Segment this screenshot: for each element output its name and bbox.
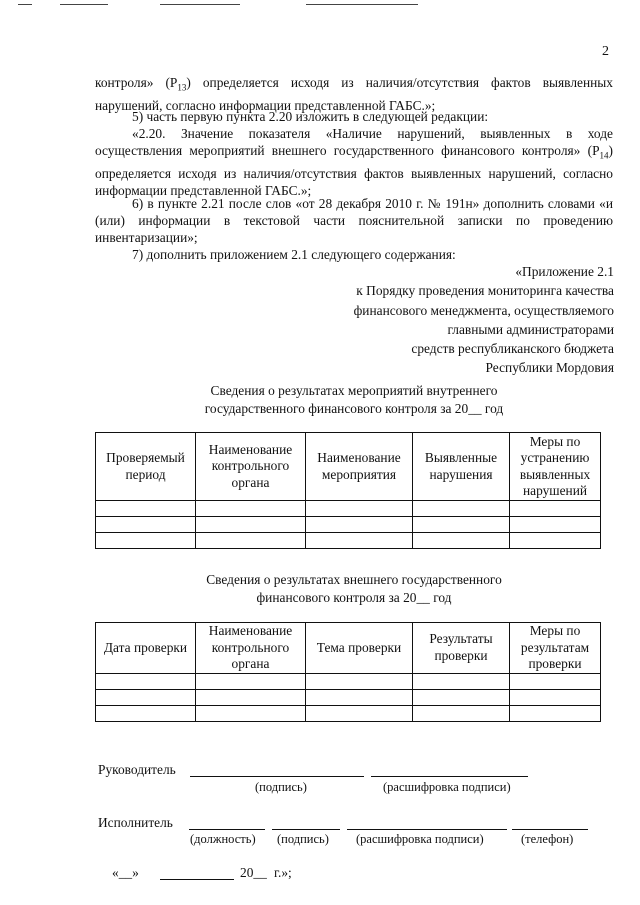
page-number: 2 — [602, 44, 609, 59]
table2-header: Дата проверки — [96, 623, 196, 674]
executor-label: Исполнитель — [98, 815, 173, 830]
table2-header: Меры по результатам проверки — [510, 623, 601, 674]
appendix-heading: «Приложение 2.1 к Порядку проведения мониторинга качества финансового менеджмента, осуществляемого главными администраторами средств республиканского бюджета Республики Мордовия — [353, 264, 614, 376]
exec-decode-line — [347, 829, 507, 830]
date-month-line — [160, 879, 234, 880]
table1-header: Проверяемый период — [96, 433, 196, 501]
paragraph-1: контроля» $(Р_{13})$ определяется исходя из наличия/отсутствия фактов выявленных нарушений, согласно информации представленной ГАБС.»; — [95, 75, 613, 113]
table-internal-control — [95, 432, 601, 549]
table-row — [96, 673, 601, 689]
table-row — [96, 517, 601, 533]
table1-header: Наименование контрольного органа — [196, 433, 306, 501]
table1-header: Наименование мероприятия — [306, 433, 413, 501]
head-label: Руководитель — [98, 762, 176, 777]
head-caption-sign: (подпись) — [255, 780, 307, 794]
table-row — [96, 533, 601, 549]
paragraph-5: 7) дополнить приложением 2.1 следующего содержания: — [132, 247, 456, 262]
exec-caption-decode: (расшифровка подписи) — [356, 832, 484, 846]
head-sign-line — [190, 776, 364, 777]
head-caption-decode: (расшифровка подписи) — [383, 780, 511, 794]
paragraph-3: «2.20. Значение показателя «Наличие нарушений, выявленных в ходе осуществления мероприятий внешнего государственного финансового контроля» $(Р_{14})$ определяется исходя из наличия/отсутствия фактов выявленных нарушений, согласно информации представленной ГАБС.»; — [95, 126, 613, 199]
exec-caption-phone: (телефон) — [521, 832, 574, 846]
paragraph-4: 6) в пункте 2.21 после слов «от 28 декабря 2010 г. № 191н» дополнить словами «и (или) информации в текстовой части пояснительной записки по проведению инвентаризации»; — [95, 196, 613, 246]
table2-title: Сведения о результатах внешнего государственного финансового контроля за 20__ год — [206, 572, 502, 605]
table1-header: Меры по устранению выявленных нарушений — [510, 433, 601, 501]
exec-caption-position: (должность) — [190, 832, 256, 846]
head-decode-line — [371, 776, 528, 777]
top-rule — [60, 4, 108, 5]
exec-phone-line — [512, 829, 588, 830]
table-row — [96, 689, 601, 705]
top-rule — [18, 4, 32, 5]
top-rule — [160, 4, 240, 5]
date-year: 20__ — [240, 865, 267, 880]
top-rule — [306, 4, 418, 5]
exec-position-line — [189, 829, 265, 830]
table2-header: Наименование контрольного органа — [196, 623, 306, 674]
table2-header: Тема проверки — [306, 623, 413, 674]
exec-sign-line — [272, 829, 340, 830]
table-row — [96, 705, 601, 721]
date-open: «__» — [112, 865, 139, 880]
date-tail: г.»; — [274, 865, 292, 880]
exec-caption-sign: (подпись) — [277, 832, 329, 846]
table1-title: Сведения о результатах мероприятий внутреннего государственного финансового контроля за 20__ год — [204, 383, 504, 416]
table-row — [96, 501, 601, 517]
table1-header: Выявленные нарушения — [413, 433, 510, 501]
paragraph-2: 5) часть первую пункта 2.20 изложить в следующей редакции: — [132, 109, 489, 124]
table-external-control — [95, 622, 601, 722]
table2-header: Результаты проверки — [413, 623, 510, 674]
